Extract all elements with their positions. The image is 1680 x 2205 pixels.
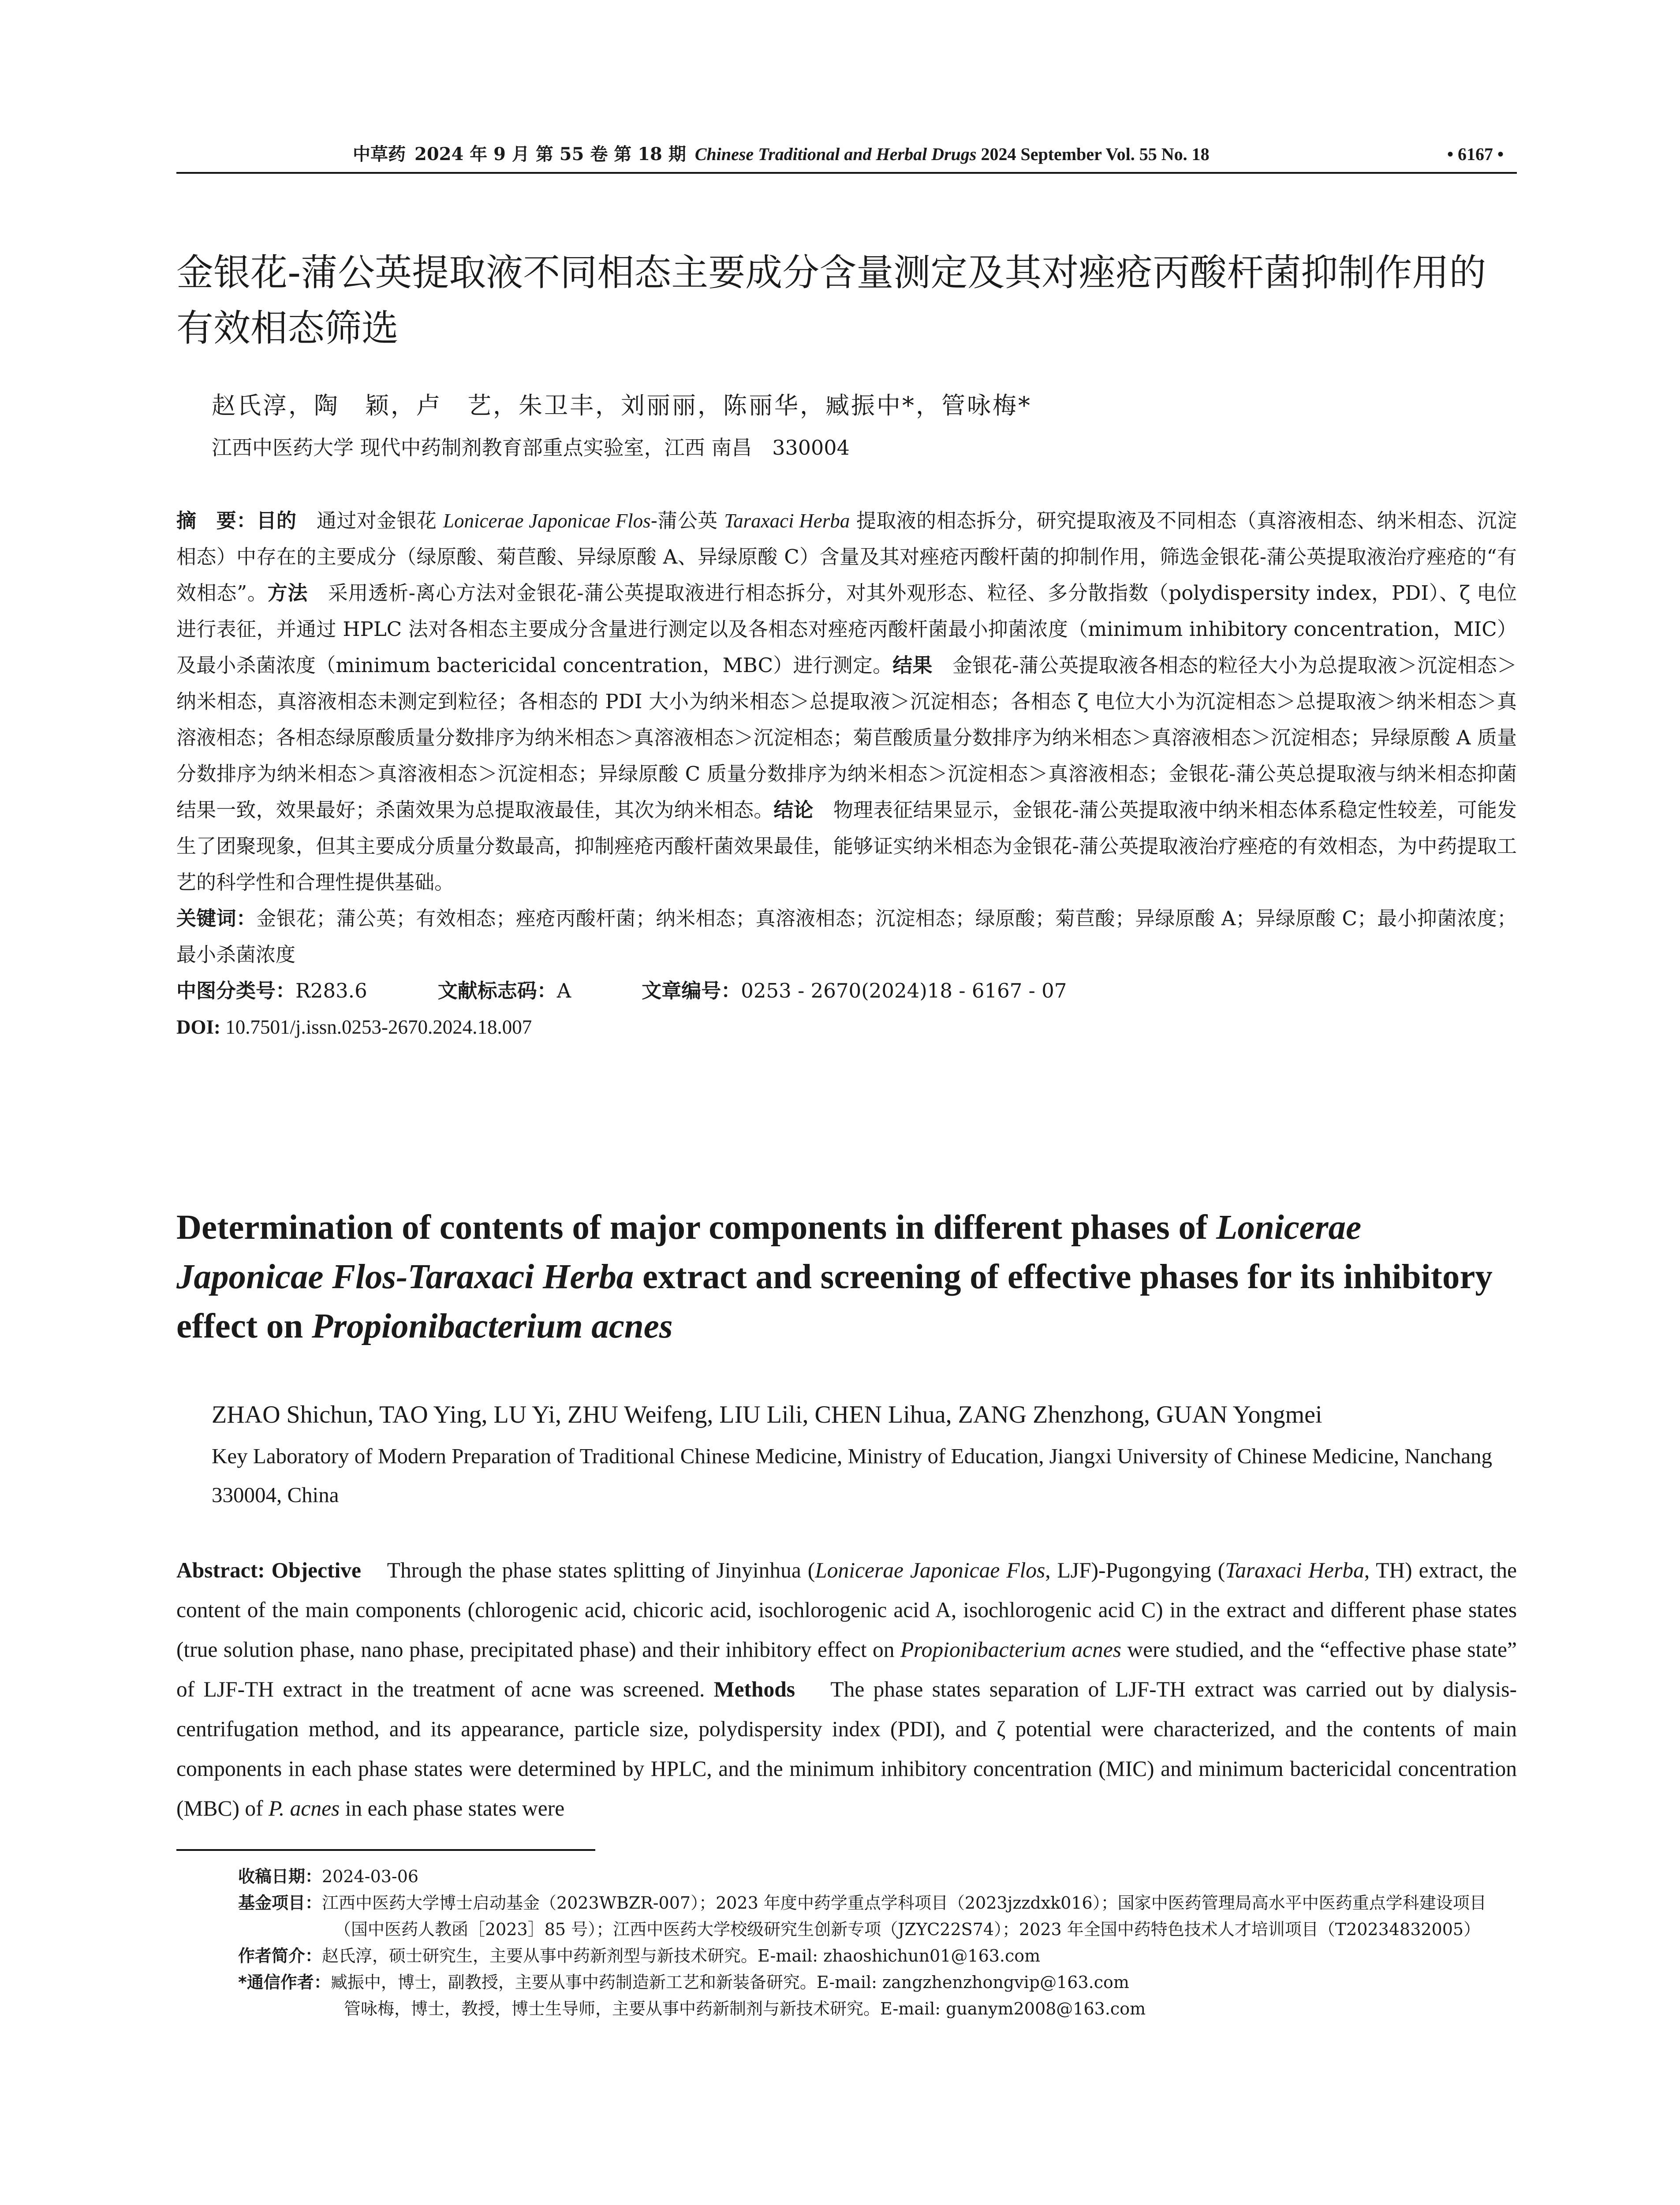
abstract-en-methods-label: Methods [713, 1677, 795, 1701]
doi-label: DOI: [176, 1016, 220, 1038]
results-label-cn: 结果 [892, 654, 933, 677]
objective-text-cn-c: 提取液的相态拆分，研究提取液及不同相态（真溶液相态、纳米相态、沉淀相态）中存在的主要成分（绿原酸、菊苣酸、异绿原酸 A、异绿原酸 C）含量及其对痤疮丙酸杆菌的抑制作用，筛选金银花-蒲公英提取液治疗痤疮的“有效相态”。 [176, 509, 1517, 605]
article-title-en [176, 1203, 1517, 1351]
doi-value: 10.7501/j.issn.0253-2670.2024.18.007 [225, 1016, 532, 1038]
running-header [176, 142, 1517, 174]
objective-label-cn: 目的 [256, 509, 297, 532]
affiliation-cn: 江西中医药大学 现代中药制剂教育部重点实验室，江西 南昌 330004 [212, 436, 850, 460]
received-label: 收稿日期： [238, 1867, 322, 1886]
abstract-en-t5: The phase states separation of LJF-TH extract was carried out by dialysis-centrifugation method, and its appearance, particle size, polydispersity index (PDI), and ζ potential were characterized, and the contents of main components in each phase states were determined by HPLC, and the minimum inhibitory concentration (MIC) and minimum bactericidal concentration (MBC) of [176, 1677, 1517, 1820]
received-value: 2024-03-06 [322, 1867, 419, 1886]
doc-code-value: A [556, 979, 571, 1002]
footnotes [238, 1863, 1517, 2022]
corr-label: *通信作者： [238, 1973, 331, 1992]
page-number: • 6167 • [1447, 144, 1504, 164]
issue-en: 2024 September Vol. 55 No. 18 [981, 144, 1210, 164]
affiliation-en: Key Laboratory of Modern Preparation of Traditional Chinese Medicine, Ministry of Education, Jiangxi University of Chinese Medicine, Nanchang 330004, China [212, 1444, 1492, 1507]
abstract-en-i1: Lonicerae Japonicae Flos [815, 1558, 1045, 1582]
received-date [238, 1863, 1517, 1890]
title-en-part2: Lonicerae Japonicae Flos-Taraxaci Herba [176, 1208, 1362, 1296]
abstract-en-t1: Through the phase states splitting of Jinyinhua ( [387, 1558, 815, 1582]
clc-label: 中图分类号： [176, 979, 296, 1002]
classification-line [176, 973, 1517, 1009]
taraxacum-latin-name: Taraxaci Herba [724, 510, 850, 532]
corresponding-author-1 [238, 1969, 1517, 1996]
issue-date-cn: 2024 年 9 月 第 55 卷 第 18 期 [414, 144, 686, 164]
methods-label-cn: 方法 [267, 581, 308, 605]
author-list-cn: 赵氏淳，陶 颖，卢 艺，朱卫丰，刘丽丽，陈丽华，臧振中*，管咏梅* [212, 392, 1032, 419]
title-en-part3: extract and screening of effective phases for its inhibitory effect on [176, 1258, 1493, 1345]
bio-label: 作者简介： [238, 1946, 322, 1966]
abstract-cn-body [176, 503, 1517, 901]
abstract-cn [176, 503, 1517, 1045]
corresponding-author-2: 管咏梅，博士，教授，博士生导师，主要从事中药新制剂与新技术研究。E-mail: guanym2008@163.com [344, 1999, 1146, 2018]
article-number-value: 0253 - 2670(2024)18 - 6167 - 07 [741, 979, 1067, 1002]
journal-name-en: Chinese Traditional and Herbal Drugs [694, 144, 977, 164]
journal-name-cn: 中草药 [353, 144, 406, 164]
abstract-en-i3: Propionibacterium acnes [900, 1637, 1121, 1662]
clc-value: R283.6 [295, 979, 367, 1002]
abstract-cn-label: 摘 要： [176, 509, 257, 532]
abstract-en-t3: , TH) extract, the content of the main components (chlorogenic acid, chicoric acid, isochlorogenic acid A, isochlorogenic acid C) in the extract and different phase states (true solution phase, nano phase, precipitated phase) and their inhibitory effect on [176, 1558, 1517, 1662]
bio-value: 赵氏淳，硕士研究生，主要从事中药新剂型与新技术研究。E-mail: zhaoshichun01@163.com [322, 1946, 1041, 1966]
keywords-label-cn: 关键词： [176, 907, 257, 930]
keywords-text-cn: 金银花；蒲公英；有效相态；痤疮丙酸杆菌；纳米相态；真溶液相态；沉淀相态；绿原酸；菊苣酸；异绿原酸 A；异绿原酸 C；最小抑菌浓度；最小杀菌浓度 [176, 907, 1517, 966]
fund-value: 江西中医药大学博士启动基金（2023WBZR-007）；2023 年度中药学重点学科项目（2023jzzdxk016）；国家中医药管理局高水平中医药重点学科建设项目（国中医药人教函［2023］85 号）；江西中医药大学校级研究生创新专项（JZYC22S74）；2023 年全国中药特色技术人才培训项目（T20234832005） [322, 1893, 1486, 1939]
abstract-en-t6: in each phase states were [340, 1796, 565, 1820]
corr-value-1: 臧振中，博士，副教授，主要从事中药制造新工艺和新装备研究。E-mail: zangzhenzhongvip@163.com [330, 1973, 1129, 1992]
lonicera-latin-name: Lonicerae Japonicae Flos [443, 510, 651, 532]
author-list-en: ZHAO Shichun, TAO Ying, LU Yi, ZHU Weifeng, LIU Lili, CHEN Lihua, ZANG Zhenzhong, GUAN Yongmei [212, 1401, 1322, 1428]
conclusion-label-cn: 结论 [773, 798, 814, 822]
abstract-en-i2: Taraxaci Herba [1225, 1558, 1364, 1582]
title-en-part4: Propionibacterium acnes [312, 1307, 673, 1345]
abstract-en-t4: were studied, and the “effective phase state” of LJF-TH extract in the treatment of acne was screened. [176, 1637, 1517, 1701]
article-title-cn: 金银花-蒲公英提取液不同相态主要成分含量测定及其对痤疮丙酸杆菌抑制作用的有效相态筛选 [176, 251, 1486, 350]
title-en-part1: Determination of contents of major components in different phases of [176, 1208, 1217, 1247]
fund-label: 基金项目： [238, 1893, 322, 1913]
doc-code-label: 文献标志码： [437, 979, 557, 1002]
doi-line [176, 1009, 1517, 1045]
objective-text-cn-a: 通过对金银花 [316, 509, 443, 532]
abstract-en-i4: P. acnes [269, 1796, 340, 1820]
keywords-cn [176, 901, 1517, 973]
results-text-cn: 金银花-蒲公英提取液各相态的粒径大小为总提取液＞沉淀相态＞纳米相态，真溶液相态未测定到粒径；各相态的 PDI 大小为纳米相态＞总提取液＞沉淀相态；各相态 ζ 电位大小为沉淀相态＞总提取液＞纳米相态＞真溶液相态；各相态绿原酸质量分数排序为纳米相态＞真溶液相态＞沉淀相态；菊苣酸质量分数排序为纳米相态＞真溶液相态＞沉淀相态；异绿原酸 A 质量分数排序为纳米相态＞真溶液相态＞沉淀相态；异绿原酸 C 质量分数排序为纳米相态＞沉淀相态＞真溶液相态；金银花-蒲公英总提取液与纳米相态抑菌结果一致，效果最好；杀菌效果为总提取液最佳，其次为纳米相态。 [176, 654, 1517, 822]
article-number-label: 文章编号： [642, 979, 741, 1002]
conclusion-text-cn: 物理表征结果显示，金银花-蒲公英提取液中纳米相态体系稳定性较差，可能发生了团聚现象，但其主要成分质量分数最高，抑制痤疮丙酸杆菌效果最佳，能够证实纳米相态为金银花-蒲公英提取液治疗痤疮的有效相态，为中药提取工艺的科学性和合理性提供基础。 [176, 798, 1517, 894]
abstract-en-label: Abstract: Objective [176, 1558, 362, 1582]
funding [238, 1890, 1517, 1943]
objective-text-cn-b: -蒲公英 [650, 509, 724, 532]
abstract-en-t2: , LJF)-Pugongying ( [1045, 1558, 1225, 1582]
journal-citation-line [353, 142, 1210, 167]
methods-text-cn: 采用透析-离心方法对金银花-蒲公英提取液进行相态拆分，对其外观形态、粒径、多分散指数（polydispersity index，PDI）、ζ 电位进行表征，并通过 HPLC 法对各相态主要成分含量进行测定以及各相态对痤疮丙酸杆菌最小抑菌浓度（minimum inhibitory concentration，MIC）及最小杀菌浓度（minimum bactericidal concentration，MBC）进行测定。 [176, 581, 1517, 677]
footnote-divider [176, 1849, 595, 1851]
author-bio [238, 1943, 1517, 1969]
abstract-en [176, 1551, 1517, 1828]
